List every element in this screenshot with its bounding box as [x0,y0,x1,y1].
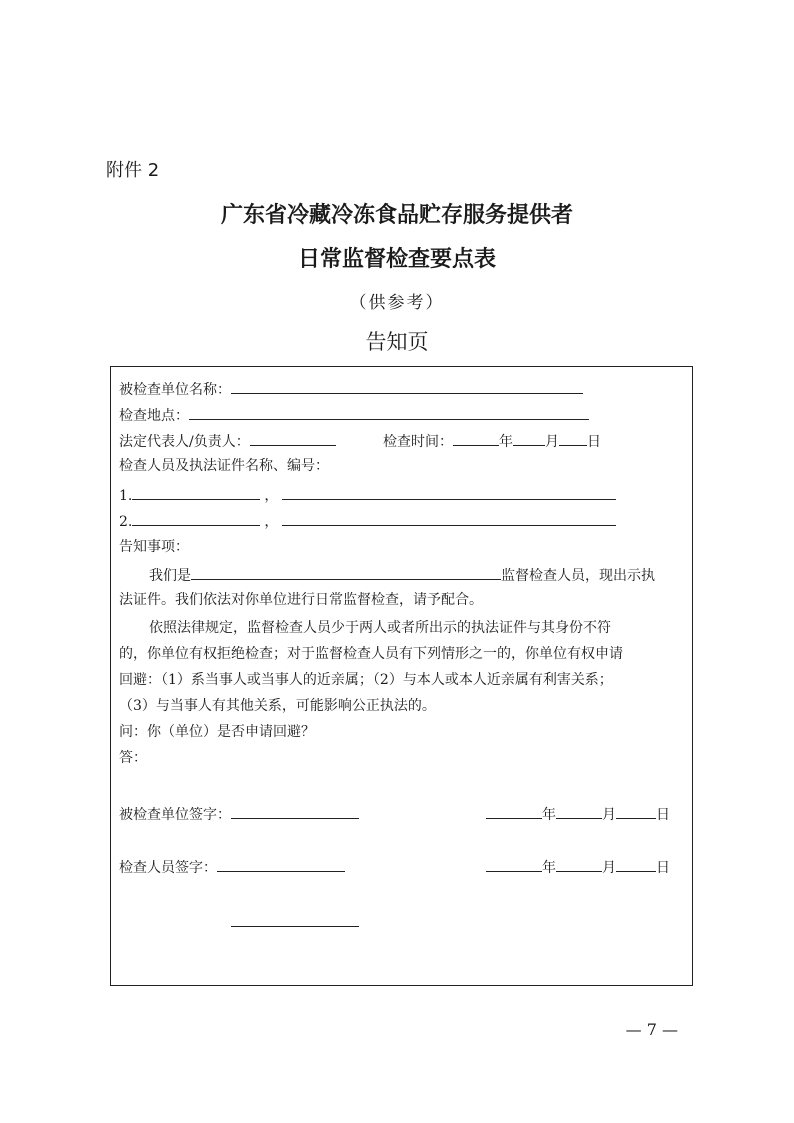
notice-items-label: 告知事项： [119,539,189,555]
inspector-2-cert-field[interactable] [282,511,616,526]
unit-name-label: 被检查单位名称： [119,382,231,398]
legal-rep-label: 法定代表人/负责人： [119,434,250,450]
legal-rep-field[interactable] [250,431,336,446]
unit-sign-month-text: 月 [602,807,616,823]
inspector-1-name-field[interactable] [132,485,260,500]
year-text: 年 [499,434,513,450]
inspector-signature-date [486,857,670,877]
page-number: — 7 — [625,1020,678,1039]
inspector-1-row [119,485,616,505]
attachment-label: 附件 2 [106,160,160,181]
comma-2: ， [264,514,279,530]
location-label: 检查地点： [119,408,189,424]
unit-sign-day-text: 日 [656,807,670,823]
inspector-signature-field-1[interactable] [217,857,345,872]
notice-page-title: 告知页 [365,330,429,354]
inspector-sign-month-field[interactable] [556,857,602,872]
unit-signature-label: 被检查单位签字： [119,807,231,823]
location-row [119,405,589,425]
inspector-sign-year-field[interactable] [486,857,542,872]
paragraph-2-line-3: 回避：（1）系当事人或当事人的近亲属；（2）与本人或本人近亲属有利害关系； [119,672,613,688]
comma-1: ， [264,488,279,504]
inspection-time-label: 检查时间： [383,434,453,450]
inspector-signature-row [119,857,345,877]
answer-label: 答： [119,750,147,766]
day-text: 日 [587,434,601,450]
unit-sign-year-text: 年 [542,807,556,823]
inspector-sign-day-text: 日 [656,860,670,876]
unit-sign-month-field[interactable] [556,804,602,819]
location-field[interactable] [189,405,589,420]
department-field[interactable] [191,565,501,580]
unit-signature-date [486,804,670,824]
item-1-number: 1. [119,488,133,504]
paragraph-2-line-4: （3）与当事人有其他关系，可能影响公正执法的。 [119,698,436,714]
month-text: 月 [545,434,559,450]
inspector-2-name-field[interactable] [132,511,260,526]
legal-rep-row [119,431,336,451]
notice-form-box [110,366,693,986]
unit-sign-year-field[interactable] [486,804,542,819]
time-month-field[interactable] [513,431,545,446]
inspector-signature-label: 检查人员签字： [119,860,217,876]
unit-name-field[interactable] [231,379,583,394]
unit-sign-day-field[interactable] [616,804,656,819]
paragraph-2-line-1: 依照法律规定，监督检查人员少于两人或者所出示的执法证件与其身份不符 [149,620,611,636]
time-day-field[interactable] [559,431,587,446]
inspector-sign-day-field[interactable] [616,857,656,872]
document-subtitle: （供参考） [349,293,445,313]
item-2-number: 2. [119,514,133,530]
document-title-line2: 日常监督检查要点表 [297,246,496,272]
inspector-signature-field-2[interactable] [231,926,359,927]
we-are-text: 我们是 [149,568,191,584]
unit-name-row [119,379,583,399]
paragraph-1-tail: 监督检查人员，现出示执 [501,568,655,584]
unit-signature-row [119,804,359,824]
inspector-2-row [119,511,616,531]
paragraph-1-line-1 [149,565,655,585]
inspector-sign-year-text: 年 [542,860,556,876]
inspection-time-row [383,431,601,451]
inspector-1-cert-field[interactable] [282,485,616,500]
question-text: 问：你（单位）是否申请回避？ [119,724,315,740]
inspector-sign-month-text: 月 [602,860,616,876]
time-year-field[interactable] [453,431,499,446]
inspectors-label: 检查人员及执法证件名称、编号： [119,458,329,474]
paragraph-2-line-2: 的，你单位有权拒绝检查；对于监督检查人员有下列情形之一的，你单位有权申请 [119,646,623,662]
document-title-line1: 广东省冷藏冷冻食品贮存服务提供者 [220,202,573,228]
unit-signature-field[interactable] [231,804,359,819]
paragraph-1-line-2: 法证件。我们依法对你单位进行日常监督检查，请予配合。 [119,592,483,608]
